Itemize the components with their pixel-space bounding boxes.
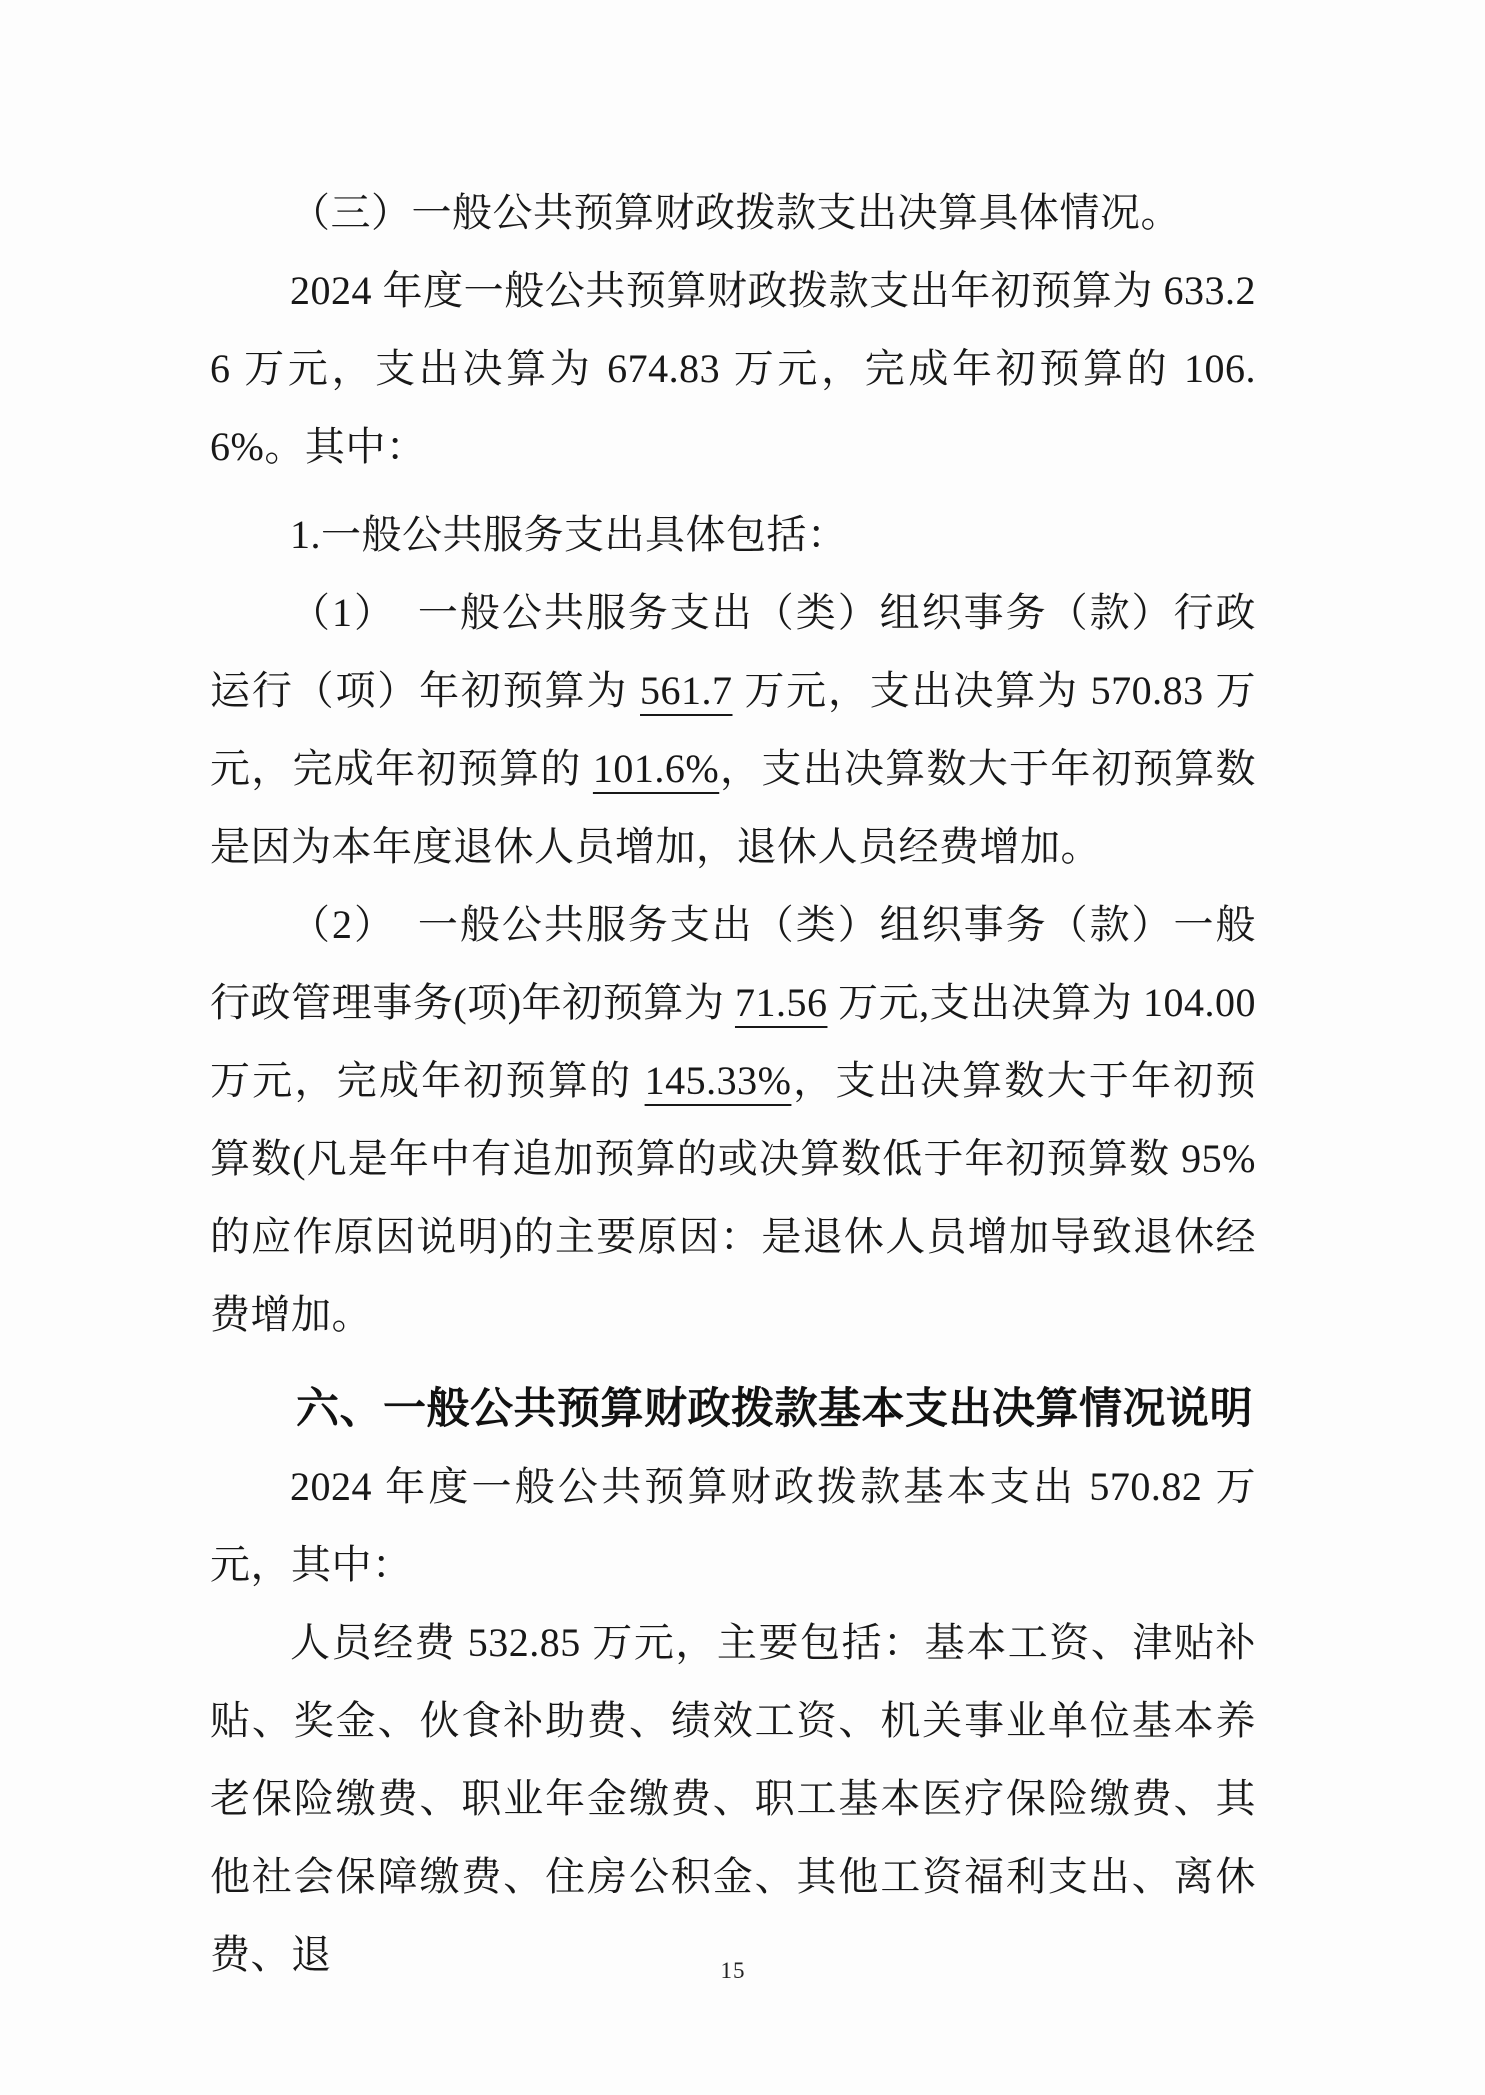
item-2-text-mid: 万元,支出决算为 104.00 万元，完成年初预算的 [210,980,1257,1103]
paragraph-service-intro [210,496,1256,574]
paragraph-personnel-expense [210,1604,1256,1994]
document-body [210,174,1256,1994]
paragraph-expenditure-overview-text: 2024 年度一般公共预算财政拨款支出年初预算为 633.26 万元，支出决算为 674.83 万元，完成年初预算的 106.6%。其中： [210,268,1256,469]
page-number: 15 [720,1958,746,1983]
paragraph-item-1 [210,574,1256,886]
paragraph-basic-expenditure [210,1448,1256,1604]
item-1-underlined-budget-value: 561.7 [640,668,733,713]
subsection-3-heading [210,174,1256,252]
paragraph-basic-expenditure-text: 2024 年度一般公共预算财政拨款基本支出 570.82 万元，其中： [210,1464,1256,1587]
item-1-text-tail: ，支出决算数大于年初预算数是因为本年度退休人员增加，退休人员经费增加。 [210,746,1257,869]
item-2-underlined-percent-value: 145.33% [644,1058,792,1103]
item-1-underlined-percent-value: 101.6% [592,746,720,791]
item-2-text-lead: （2） 一般公共服务支出（类）组织事务（款）一般行政管理事务(项)年初预算为 [210,902,1256,1025]
item-2-underlined-budget-value: 71.56 [734,980,828,1025]
item-1-text-mid: 万元，支出决算为 570.83 万元，完成年初预算的 [210,668,1256,791]
paragraph-item-2 [210,886,1256,1354]
section-6-heading-text: 六、一般公共预算财政拨款基本支出决算情况说明 [296,1385,1253,1433]
paragraph-personnel-expense-text: 人员经费 532.85 万元，主要包括：基本工资、津贴补贴、奖金、伙食补助费、绩效工资、机关事业单位基本养老保险缴费、职业年金缴费、职工基本医疗保险缴费、其他社会保障缴费、住房公积金、其他工资福利支出、离休费、退 [210,1620,1256,1977]
section-6-heading [210,1370,1256,1448]
page-footer [210,1958,1256,1984]
item-1-text-lead: （1） 一般公共服务支出（类）组织事务（款）行政运行（项）年初预算为 [210,590,1256,713]
subsection-3-heading-text: （三）一般公共预算财政拨款支出决算具体情况。 [290,190,1181,235]
item-2-text-tail: ，支出决算数大于年初预算数(凡是年中有追加预算的或决算数低于年初预算数 95%的应作原因说明)的主要原因：是退休人员增加导致退休经费增加。 [210,1058,1257,1337]
paragraph-expenditure-overview [210,252,1256,486]
paragraph-service-intro-text: 1.一般公共服务支出具体包括： [290,512,848,557]
